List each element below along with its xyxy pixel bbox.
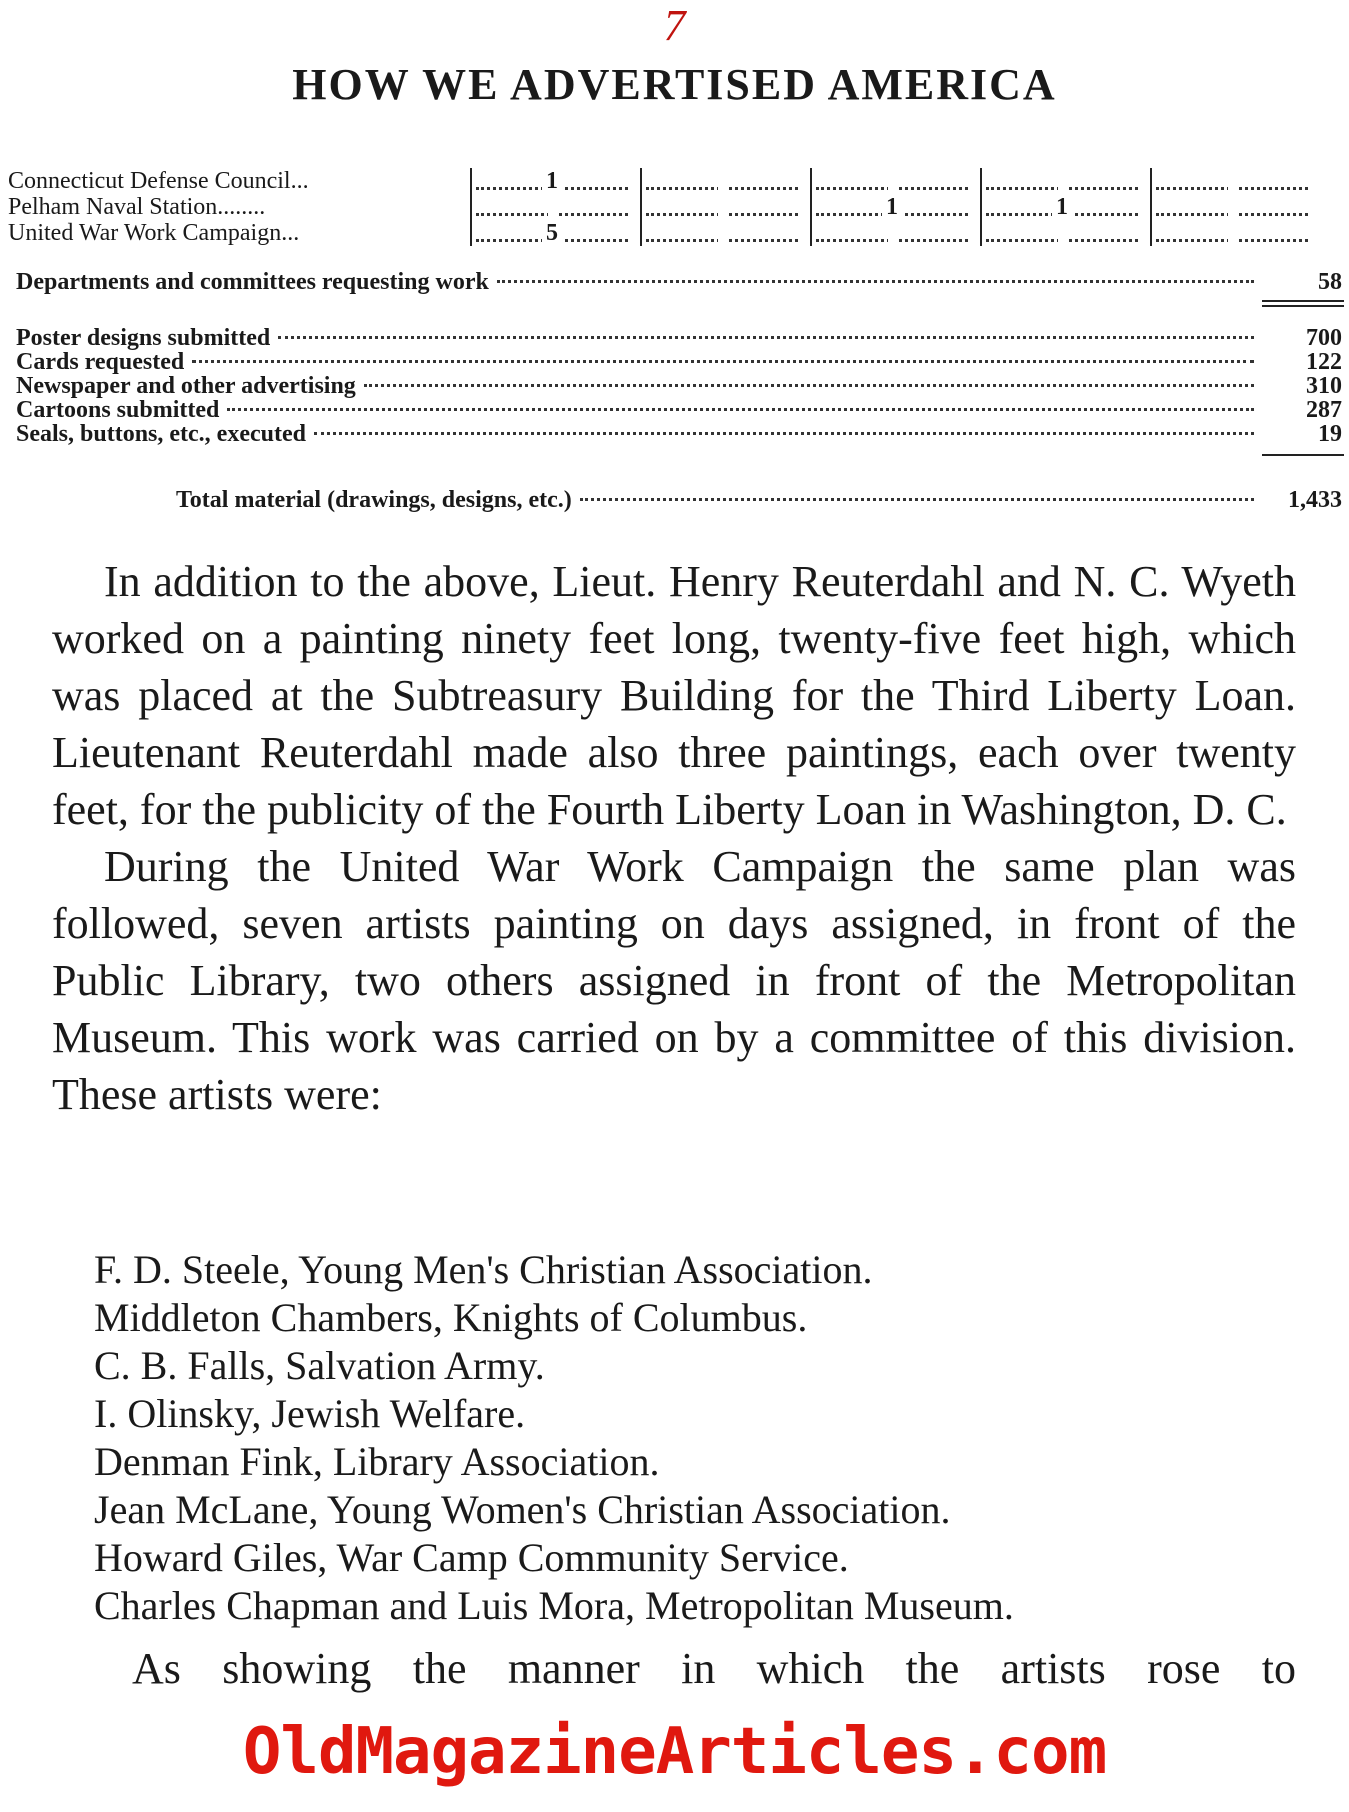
list-item: I. Olinsky, Jewish Welfare. (94, 1391, 526, 1436)
running-head: HOW WE ADVERTISED AMERICA (292, 60, 1057, 109)
total-label: Total material (drawings, designs, etc.) (176, 487, 572, 513)
paragraph: In addition to the above, Lieut. Henry Reuterdahl and N. C. Wyeth worked on a painting ninety feet long, twenty-five feet high, which was placed at the Subtreasury Building for the Third Liberty Loan. Lieutenant Reuterdahl made also three paintings, each over twenty feet, for the publicity of the Fourth Liberty Loan in Washington, D. C. (52, 557, 1296, 834)
grid-cell: 1 (542, 168, 562, 194)
grid-cell (1228, 220, 1236, 246)
grid-row-cells (470, 194, 1340, 220)
summary-value: 19 (1318, 421, 1342, 447)
grid-cell (718, 194, 726, 220)
grid-row (8, 220, 299, 246)
summary-label: Newspaper and other advertising (16, 373, 356, 399)
grid-row (8, 168, 309, 194)
grid-cell: 5 (542, 220, 562, 246)
rule (1262, 305, 1344, 307)
grid-cell (718, 220, 726, 246)
summary-label: Cards requested (16, 349, 185, 375)
summary-value: 287 (1306, 397, 1342, 423)
summary-label: Cartoons submitted (16, 397, 220, 423)
grid-row-cells (470, 220, 1340, 246)
page-number: 7 (663, 1, 686, 50)
body-text (52, 553, 1296, 1123)
grid-row-label: United War Work Campaign... (8, 220, 300, 246)
paragraph: As showing the manner in which the artists rose to (132, 1644, 1296, 1693)
list-item: Jean McLane, Young Women's Christian Association. (94, 1487, 951, 1532)
grid-row-label: Connecticut Defense Council... (8, 168, 309, 194)
grid-cell (1228, 194, 1236, 220)
summary-value: 310 (1306, 373, 1342, 399)
departments-label: Departments and committees requesting work (16, 269, 489, 295)
summary-label: Poster designs submitted (16, 325, 271, 351)
departments-row (16, 268, 1342, 296)
total-value: 1,433 (1288, 487, 1342, 513)
summary-row (16, 420, 1342, 448)
grid-cell (1058, 220, 1066, 246)
summary-value: 122 (1306, 349, 1342, 375)
list-item: C. B. Falls, Salvation Army. (94, 1343, 545, 1388)
paragraph: During the United War Work Campaign the same plan was followed, seven artists painting on days assigned, in front of the Public Library, two others assigned in front of the Metropolitan Museum. This work was carried on by a committee of this division. These artists were: (52, 842, 1296, 1119)
watermark-logo: OldMagazineArticles.com (242, 1715, 1107, 1789)
grid-row (8, 194, 265, 220)
list-item: Middleton Chambers, Knights of Columbus. (94, 1295, 808, 1340)
list-item: Denman Fink, Library Association. (94, 1439, 660, 1484)
grid-cell (718, 168, 726, 194)
grid-cell (1058, 168, 1066, 194)
artists-list (52, 1246, 1294, 1630)
rule (1262, 454, 1344, 456)
total-row (176, 486, 1342, 514)
grid-row-cells (470, 168, 1340, 194)
rule (1262, 300, 1344, 302)
departments-value: 58 (1318, 269, 1342, 295)
list-item: F. D. Steele, Young Men's Christian Association. (94, 1247, 873, 1292)
grid-cell: 1 (1052, 194, 1072, 220)
body-text-continued (52, 1640, 1296, 1697)
grid-row-label: Pelham Naval Station........ (8, 194, 266, 220)
grid-cell: 1 (882, 194, 902, 220)
summary-value: 700 (1306, 325, 1342, 351)
grid-cell (1228, 168, 1236, 194)
grid-cell (548, 194, 556, 220)
list-item: Charles Chapman and Luis Mora, Metropolitan Museum. (94, 1583, 1014, 1628)
grid-cell (888, 168, 896, 194)
grid-cell (888, 220, 896, 246)
list-item: Howard Giles, War Camp Community Service. (94, 1535, 849, 1580)
summary-label: Seals, buttons, etc., executed (16, 421, 306, 447)
